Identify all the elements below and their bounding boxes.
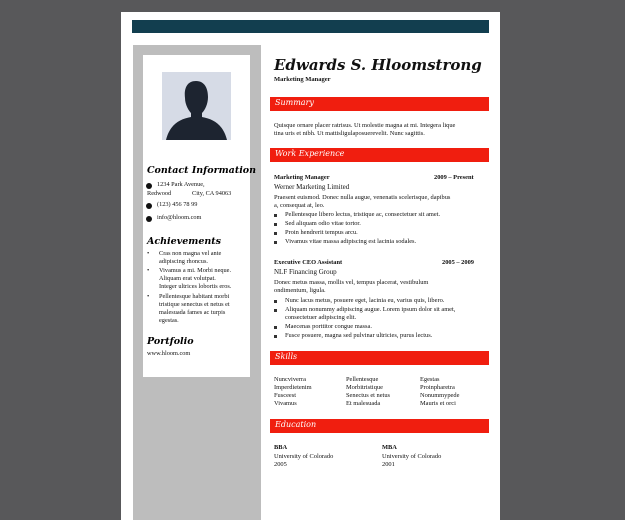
job-bullet: Nunc lacus metus, posuere eget, lacinia eu, varius quis, libero. <box>285 297 445 304</box>
achievement-text: egestas. <box>159 317 179 324</box>
job-title: Marketing Manager <box>274 174 330 181</box>
address-state: City, CA 94063 <box>192 190 232 197</box>
candidate-title: Marketing Manager <box>274 76 331 83</box>
job-bullet: Sed aliquam odio vitae tortor. <box>285 220 361 227</box>
contact-heading: Contact Information <box>147 165 257 176</box>
bullet-square <box>274 300 277 303</box>
skill-item: Fusceest <box>274 392 297 399</box>
portfolio-link[interactable]: www.hloom.com <box>147 350 191 357</box>
job-bullet: Aliquam nonummy adipiscing augue. Lorem ipsum dolor sit amet, <box>285 306 456 313</box>
achievement-text: tristique senectus et netus et <box>159 301 230 308</box>
summary-text: Quisque ornare placer ratrisus. Ut molestie magna at mi. Integera lique <box>274 122 456 129</box>
skill-item: Morbitristique <box>346 384 383 391</box>
skill-item: Vivamus <box>274 400 297 407</box>
skill-item: Nuncviverra <box>274 376 306 383</box>
education-header <box>270 419 489 433</box>
job-company: Werner Marketing Limited <box>274 183 350 191</box>
experience-header <box>270 148 489 162</box>
job-bullet: Proin hendrerit tempus arcu. <box>285 229 358 236</box>
bullet-square <box>274 335 277 338</box>
job-bullet: Vivamus vitae massa adipiscing est lacinia sodales. <box>285 238 417 245</box>
achievement-text: Aliquam erat volutpat. <box>159 275 216 282</box>
skill-item: Senectus et netus <box>346 392 391 399</box>
candidate-name: Edwards S. Hloomstrong <box>274 56 482 74</box>
job-description: ondimentum, ligula. <box>274 287 326 294</box>
skill-item: Et malesuada <box>346 400 381 407</box>
job-description: Praesent euismod. Donec nulla augue, venenatis scelerisque, dapibus <box>274 194 451 201</box>
sidebar-panel <box>143 55 257 377</box>
achievement-text: Vivamus a mi. Morbi neque. <box>159 267 232 274</box>
job-description: a, consequat at, leo. <box>274 202 325 209</box>
skills-heading: Skills <box>275 352 298 361</box>
bullet-dot: • <box>147 267 150 274</box>
job-bullet: consectetuer adipiscing elit. <box>285 314 357 321</box>
skill-item: Proinpharetra <box>420 384 455 391</box>
degree-name: MBA <box>382 444 397 451</box>
bullet-dot: • <box>147 250 150 257</box>
achievement-text: Pellentesque habitant morbi <box>159 293 230 300</box>
portfolio-heading: Portfolio <box>147 336 194 347</box>
achievements-heading: Achievements <box>147 236 222 247</box>
bullet-square <box>274 326 277 329</box>
email-link[interactable]: info@hloom.com <box>157 214 202 221</box>
job-bullet: Pellentesque libero lectus, tristique ac, consectetuer sit amet. <box>285 211 441 218</box>
profile-photo <box>162 72 231 140</box>
bullet-square <box>274 309 277 312</box>
school-name: University of Colorado <box>382 453 442 460</box>
bullet-square <box>274 241 277 244</box>
achievement-text: Integer ultrices lobortis eros. <box>159 283 232 290</box>
achievement-text: malesuada fames ac turpis <box>159 309 226 316</box>
summary-header <box>270 97 489 111</box>
job-dates: 2005 – 2009 <box>442 259 474 266</box>
summary-heading: Summary <box>275 98 314 107</box>
job-bullet: Maecenas porttitor congue massa. <box>285 323 372 330</box>
address-city: Redwood <box>147 190 172 197</box>
location-icon <box>146 183 152 189</box>
graduation-year: 2001 <box>382 461 395 468</box>
education-heading: Education <box>275 420 317 429</box>
skill-item: Pellentesque <box>346 376 379 383</box>
graduation-year: 2005 <box>274 461 287 468</box>
job-company: NLF Financing Group <box>274 268 337 276</box>
skill-item: Mauris et orci <box>420 400 456 407</box>
address-line1: 1234 Park Avenue, <box>157 181 205 188</box>
phone-icon <box>146 203 152 209</box>
skill-item: Imperdietenim <box>274 384 312 391</box>
summary-text: tina uris et nibh. Ut mattisligulaposuerevelit. Nunc sagittis. <box>274 130 425 137</box>
resume-page <box>121 12 500 520</box>
experience-heading: Work Experience <box>275 149 345 158</box>
skill-item: Nonummypede <box>420 392 460 399</box>
top-bar <box>132 20 489 33</box>
school-name: University of Colorado <box>274 453 334 460</box>
achievement-text: adipiscing rhoncus. <box>159 258 208 265</box>
job-dates: 2009 – Present <box>434 174 474 181</box>
skills-header <box>270 351 489 365</box>
degree-name: BBA <box>274 444 288 451</box>
bullet-square <box>274 232 277 235</box>
job-title: Executive CEO Assistant <box>274 259 343 266</box>
skill-item: Egestas <box>420 376 440 383</box>
achievement-text: Cras non magna vel ante <box>159 250 222 257</box>
job-description: Donec metus massa, mollis vel, tempus placerat, vestibulum <box>274 279 429 286</box>
bullet-square <box>274 223 277 226</box>
bullet-dot: • <box>147 293 150 300</box>
phone-text: (123) 456 78 99 <box>157 201 198 208</box>
job-bullet: Fusce posuere, magna sed pulvinar ultricies, purus lectus. <box>285 332 433 339</box>
email-icon <box>146 216 152 222</box>
bullet-square <box>274 214 277 217</box>
